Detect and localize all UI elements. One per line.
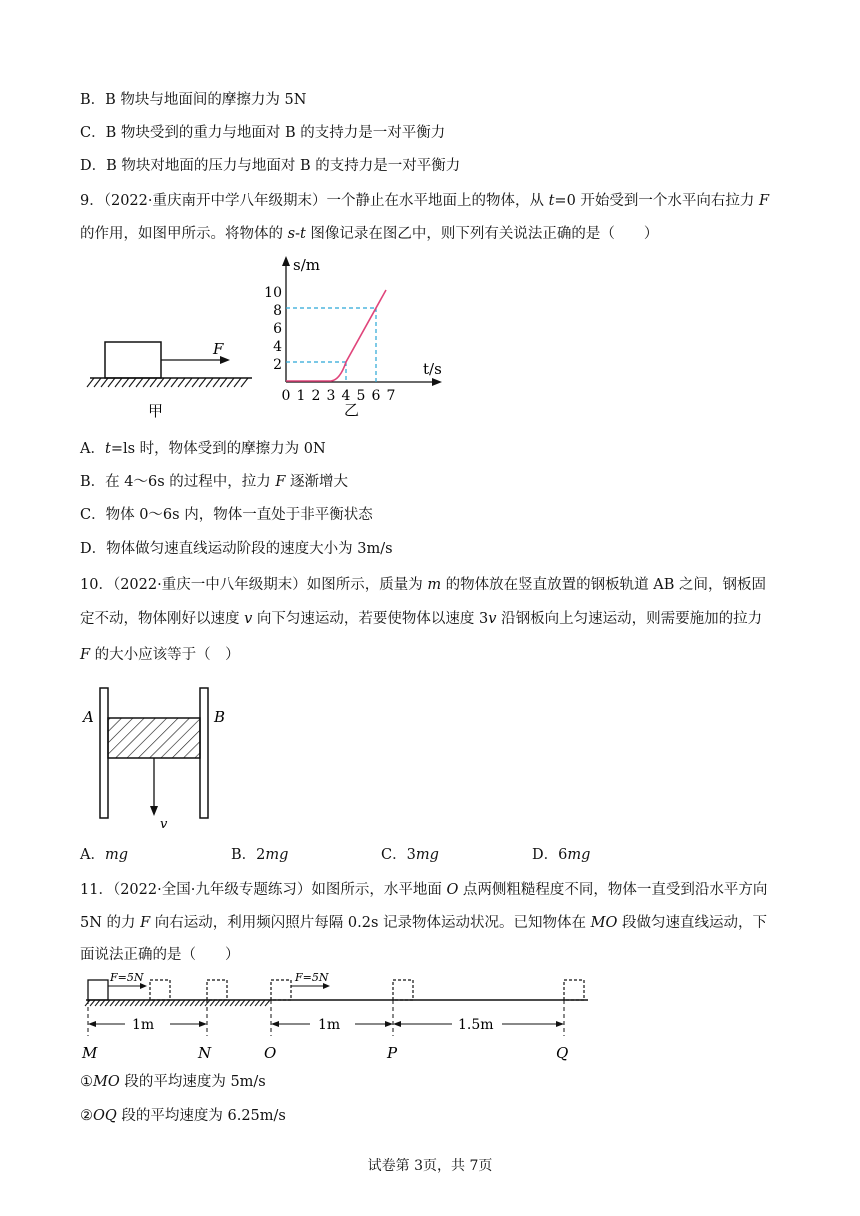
ground-hatch — [145, 1000, 150, 1006]
page-footer: 试卷第 3页，共 7页 — [367, 1158, 493, 1174]
q9-option-d: D．物体做匀速直线运动阶段的速度大小为 3m/s — [80, 541, 393, 557]
caption-yi: 乙 — [344, 401, 360, 419]
y-tick-label: 10 — [264, 285, 282, 301]
ground-hatch — [87, 378, 94, 387]
x-axis-arrow — [432, 378, 442, 386]
y-axis-label: s/m — [293, 256, 320, 274]
q10-option-b: B．2mg — [231, 847, 289, 863]
x-tick-label: 4 — [341, 388, 351, 404]
q9-option-a: A．t=ls 时，物体受到的摩擦力为 0N — [80, 441, 326, 457]
ground-hatch — [157, 378, 164, 387]
plate-b — [200, 688, 208, 818]
ground-hatch — [125, 1000, 130, 1006]
q10-option-d: D．6mg — [532, 847, 591, 863]
q8-option-c: C．B 物块受到的重力与地面对 B 的支持力是一对平衡力 — [80, 125, 446, 141]
q11-stem-line3: 面说法正确的是（ ） — [80, 947, 240, 963]
ground-hatch — [195, 1000, 200, 1006]
q11-statement-1: ①MO 段的平均速度为 5m/s — [80, 1074, 266, 1090]
ground-hatch — [180, 1000, 185, 1006]
q11-stem-line1: 11．（2022·全国·九年级专题练习）如图所示，水平地面 O 点两侧粗糙程度不同，物体一直受到沿水平方向 — [80, 882, 768, 898]
y-axis-arrow — [282, 256, 290, 266]
ground-hatch — [94, 378, 101, 387]
ground-hatch — [192, 378, 199, 387]
q10-option-a: A．mg — [80, 847, 129, 863]
force-label: F — [213, 340, 224, 358]
ground-hatch — [185, 1000, 190, 1006]
x-tick-label: 6 — [371, 388, 381, 404]
ground-hatch — [265, 1000, 270, 1006]
x-axis-label: t/s — [423, 360, 442, 378]
ground-hatch — [160, 1000, 165, 1006]
q10-figure — [80, 680, 240, 832]
ground-hatch — [220, 1000, 225, 1006]
point-q: Q — [556, 1044, 569, 1062]
point-p: P — [387, 1044, 398, 1062]
q10-option-c: C．3mg — [381, 847, 439, 863]
x-tick-label: 3 — [326, 388, 336, 404]
q9-option-c: C．物体 0～6s 内，物体一直处于非平衡状态 — [80, 507, 373, 523]
velocity-label: v — [160, 817, 168, 832]
ground-hatch — [227, 378, 234, 387]
ground-hatch — [213, 378, 220, 387]
ground-hatch — [164, 378, 171, 387]
ground-hatch — [115, 1000, 120, 1006]
ground-hatch — [135, 1000, 140, 1006]
ground-hatch — [100, 1000, 105, 1006]
q9-stem-line2: 的作用，如图甲所示。将物体的 s-t 图像记录在图乙中，则下列有关说法正确的是（ ） — [80, 226, 659, 242]
caption-jia: 甲 — [148, 402, 164, 420]
q8-option-d: D．B 物块对地面的压力与地面对 B 的支持力是一对平衡力 — [80, 158, 461, 174]
velocity-arrow-head — [150, 806, 158, 816]
block-dashed — [564, 980, 584, 1000]
y-tick-label: 2 — [273, 357, 282, 373]
point-m: M — [82, 1044, 98, 1062]
y-tick-label: 8 — [273, 303, 282, 319]
distance-label-pq: 1.5m — [458, 1017, 494, 1033]
q11-statement-2: ②OQ 段的平均速度为 6.25m/s — [80, 1108, 286, 1124]
q9-figure-jia — [80, 330, 260, 422]
q9-stem-line1: 9．（2022·重庆南开中学八年级期末）一个静止在水平地面上的物体，从 t=0 开始受到一个水平向右拉力 F — [80, 193, 770, 209]
plate-a — [100, 688, 108, 818]
ground-hatch — [136, 378, 143, 387]
ground-hatch — [150, 378, 157, 387]
x-tick-label: 1 — [296, 388, 306, 404]
point-o: O — [264, 1044, 277, 1062]
ground-hatch — [220, 378, 227, 387]
q11-stem-line2: 5N 的力 F 向右运动，利用频闪照片每隔 0.2s 记录物体运动状况。已知物体在 MO 段做匀速直线运动，下 — [80, 915, 767, 931]
ground-hatch — [190, 1000, 195, 1006]
ground-hatch — [225, 1000, 230, 1006]
ground-hatch — [155, 1000, 160, 1006]
ground-hatch — [143, 378, 150, 387]
distance-label-op: 1m — [318, 1017, 341, 1033]
ground-hatch — [241, 378, 248, 387]
ground-hatch — [255, 1000, 260, 1006]
q9-option-b: B．在 4～6s 的过程中，拉力 F 逐渐增大 — [80, 474, 349, 490]
ground-hatch — [178, 378, 185, 387]
q8-option-b: B．B 物块与地面间的摩擦力为 5N — [80, 92, 307, 108]
ground-hatch — [105, 1000, 110, 1006]
s-t-curve — [286, 290, 386, 381]
force-label-1: F=5N — [110, 971, 144, 984]
label-b: B — [214, 708, 226, 726]
ground-hatch — [234, 378, 241, 387]
y-tick-label: 4 — [273, 339, 282, 355]
ground-hatch — [120, 1000, 125, 1006]
q10-stem-line3: F 的大小应该等于（ ） — [80, 647, 240, 663]
block-dashed — [393, 980, 413, 1000]
ground-hatch — [90, 1000, 95, 1006]
ground-hatch — [170, 1000, 175, 1006]
ground-hatch — [240, 1000, 245, 1006]
ground-hatch — [199, 378, 206, 387]
ground-hatch — [250, 1000, 255, 1006]
ground-hatch — [150, 1000, 155, 1006]
ground-hatch — [140, 1000, 145, 1006]
q9-figure-yi — [262, 252, 452, 422]
ground-hatch — [108, 378, 115, 387]
ground-hatch — [185, 378, 192, 387]
block-dashed — [150, 980, 170, 1000]
q10-stem-line2: 定不动，物体刚好以速度 v 向下匀速运动，若要使物体以速度 3v 沿钢板向上匀速运动，则需要施加的拉力 — [80, 611, 763, 627]
ground-hatch — [215, 1000, 220, 1006]
ground-hatch — [206, 378, 213, 387]
ground-hatch — [101, 378, 108, 387]
point-n: N — [198, 1044, 212, 1062]
ground-hatch — [122, 378, 129, 387]
ground-hatch — [130, 1000, 135, 1006]
force-label-2: F=5N — [295, 971, 329, 984]
x-tick-label: 0 — [281, 388, 291, 404]
block-dashed — [271, 980, 291, 1000]
ground-hatch — [171, 378, 178, 387]
label-a: A — [83, 708, 94, 726]
x-tick-label: 5 — [356, 388, 366, 404]
block-dashed — [207, 980, 227, 1000]
block — [105, 342, 161, 378]
ground-hatch — [129, 378, 136, 387]
distance-label-mn: 1m — [132, 1017, 155, 1033]
block-solid — [88, 980, 108, 1000]
x-tick-label: 2 — [311, 388, 321, 404]
ground-hatch — [235, 1000, 240, 1006]
ground-hatch — [115, 378, 122, 387]
ground-hatch — [260, 1000, 265, 1006]
q10-stem-line1: 10．（2022·重庆一中八年级期末）如图所示，质量为 m 的物体放在竖直放置的钢板轨道 AB 之间，钢板固 — [80, 577, 767, 593]
ground-hatch — [230, 1000, 235, 1006]
ground-hatch — [210, 1000, 215, 1006]
ground-hatch — [175, 1000, 180, 1006]
ground-hatch — [165, 1000, 170, 1006]
ground-hatch — [110, 1000, 115, 1006]
q11-figure — [80, 968, 600, 1068]
ground-hatch — [200, 1000, 205, 1006]
y-tick-label: 6 — [273, 321, 282, 337]
object-block — [108, 718, 200, 758]
ground-hatch — [95, 1000, 100, 1006]
ground-hatch — [245, 1000, 250, 1006]
x-tick-label: 7 — [386, 388, 396, 404]
